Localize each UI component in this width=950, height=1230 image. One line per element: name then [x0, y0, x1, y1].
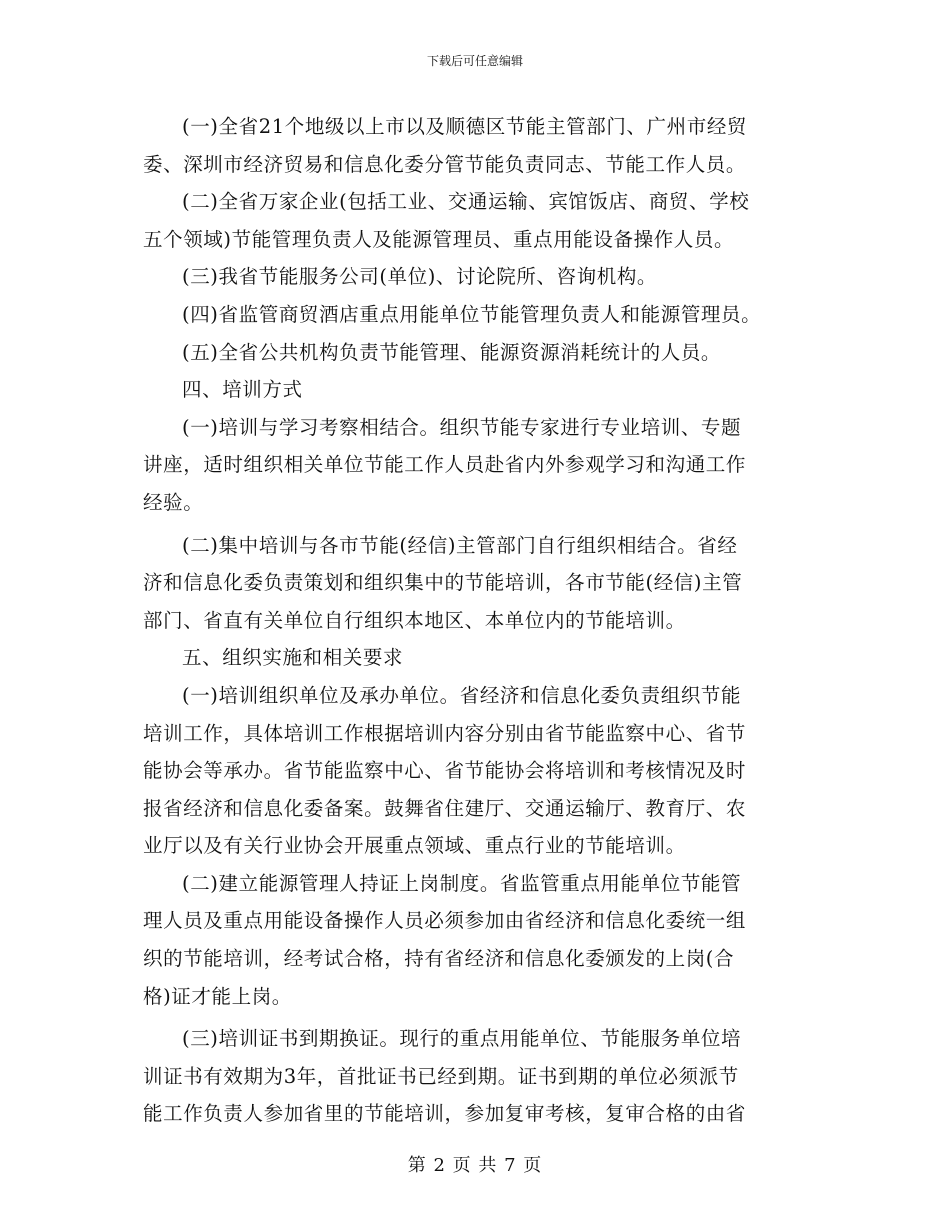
paragraph-9: (二)建立能源管理人持证上岗制度。省监管重点用能单位节能管 理人员及重点用能设备操作人员必须参加由省经济和信息化委统一组 织的节能培训，经考试合格，持有省经济和信息化委颁发的上岗(合 格)证才能上岗。	[143, 871, 747, 1008]
page-footer: 第 2 页 共 7 页	[407, 1155, 543, 1176]
paragraph-5: (五)全省公共机构负责节能管理、能源资源消耗统计的人员。	[182, 340, 722, 364]
paragraph-10: (三)培训证书到期换证。现行的重点用能单位、节能服务单位培 训证书有效期为3年，首批证书已经到期。证书到期的单位必须派节 能工作负责人参加省里的节能培训，参加复审考核，复审合格的由省	[143, 1027, 747, 1126]
paragraph-7: (二)集中培训与各市节能(经信)主管部门自行组织相结合。省经 济和信息化委负责策划和组织集中的节能培训，各市节能(经信)主管 部门、省直有关单位自行组织本地区、本单位内的节能培训。	[143, 533, 743, 632]
page-header: 下载后可任意编辑	[426, 54, 523, 68]
section-heading-training-methods: 四、培训方式	[182, 378, 303, 402]
paragraph-2: (二)全省万家企业(包括工业、交通运输、宾馆饭店、商贸、学校 五个领域)节能管理负责人及能源管理员、重点用能设备操作人员。	[143, 190, 750, 251]
paragraph-6: (一)培训与学习考察相结合。组织节能专家进行专业培训、专题 讲座，适时组织相关单位节能工作人员赴省内外参观学习和沟通工作 经验。	[143, 415, 747, 514]
paragraph-4: (四)省监管商贸酒店重点用能单位节能管理负责人和能源管理员。	[182, 302, 762, 326]
document-body	[143, 108, 811, 1133]
paragraph-3: (三)我省节能服务公司(单位)、讨论院所、咨询机构。	[182, 265, 658, 289]
paragraph-8: (一)培训组织单位及承办单位。省经济和信息化委负责组织节能 培训工作，具体培训工作根据培训内容分别由省节能监察中心、省节 能协会等承办。省节能监察中心、省节能协会将培训和考核情况及时 报省经济和信息化委备案。鼓舞省住建厅、交通运输厅、教育厅、农 业厅以及有关行业协会开展重点领域、重点行业的节能培训。	[143, 683, 747, 858]
section-heading-implementation: 五、组织实施和相关要求	[182, 646, 404, 670]
paragraph-1: (一)全省21个地级以上市以及顺德区节能主管部门、广州市经贸 委、深圳市经济贸易和信息化委分管节能负责同志、节能工作人员。	[143, 115, 748, 176]
